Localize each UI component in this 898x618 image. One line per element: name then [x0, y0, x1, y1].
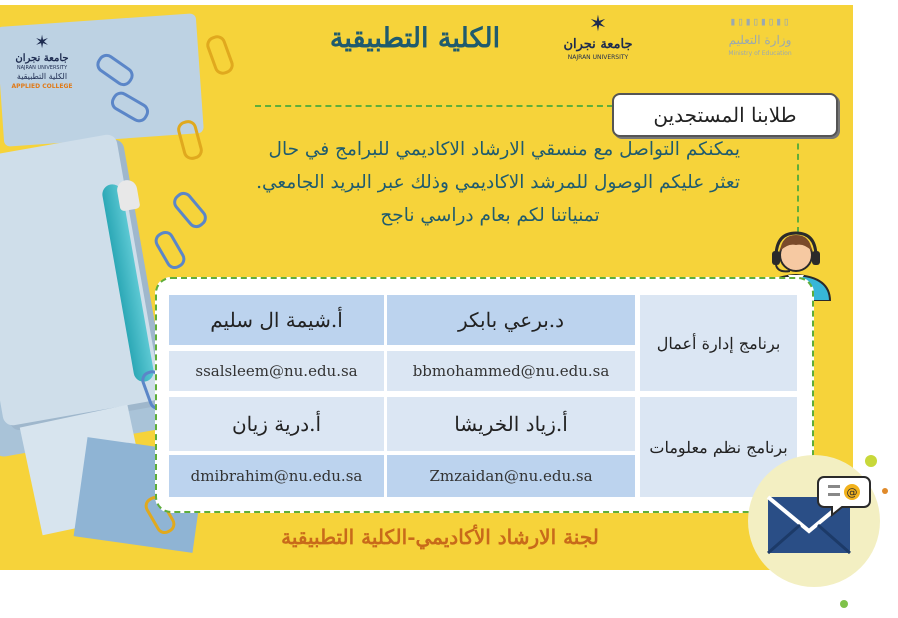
coordinator-email[interactable]: ssalsleem@nu.edu.sa	[169, 351, 384, 391]
coordinator-email[interactable]: Zmzaidan@nu.edu.sa	[387, 455, 635, 497]
applied-college-logo	[6, 33, 78, 117]
moe-emblem-icon: ▮▯▮▯▮▯▮▯	[729, 15, 791, 28]
coordinator-email[interactable]: bbmohammed@nu.edu.sa	[387, 351, 635, 391]
applied-college-logo-ar: جامعة نجران	[15, 53, 69, 64]
applied-college-logo-en: NAJRAN UNIVERSITY	[16, 65, 68, 71]
dashed-connector	[797, 133, 799, 233]
applied-college-logo-en-sub: APPLIED COLLEGE	[11, 83, 73, 90]
coordinator-name: أ.درية زيان	[169, 397, 384, 451]
program-name: برنامج نظم معلومات	[640, 397, 797, 497]
mail-badge	[748, 455, 880, 587]
coordinator-name: د.برعي بابكر	[387, 295, 635, 345]
ministry-of-education-logo	[700, 13, 820, 77]
pen-cap-decoration	[116, 178, 141, 211]
star-emblem-icon: ✶	[588, 12, 608, 37]
applied-college-logo-ar-sub: الكلية التطبيقية	[16, 72, 68, 81]
college-title: الكلية التطبيقية	[329, 23, 501, 54]
najran-logo-en: NAJRAN UNIVERSITY	[567, 54, 629, 61]
program-name: برنامج إدارة أعمال	[640, 295, 797, 391]
coordinators-table	[155, 277, 814, 513]
najran-university-logo	[560, 13, 636, 77]
audience-tag: طلابنا المستجدين	[612, 93, 838, 137]
message-line-3: تمنياتنا لكم بعام دراسي ناجح	[380, 205, 600, 226]
coordinator-name: أ.شيمة ال سليم	[169, 295, 384, 345]
poster	[0, 5, 853, 570]
notebook-decoration	[0, 133, 162, 427]
star-emblem-icon: ✶	[34, 32, 50, 53]
coordinator-name: أ.زياد الخريشا	[387, 397, 635, 451]
message-block	[240, 133, 740, 253]
dashed-divider	[255, 105, 613, 107]
moe-logo-ar: وزارة التعليم	[728, 33, 792, 47]
message-line-2: تعثر عليكم الوصول للمرشد الاكاديمي وذلك عبر البريد الجامعي.	[256, 172, 740, 193]
dot-decoration	[840, 600, 848, 608]
footer-committee: لجنة الارشاد الأكاديمي-الكلية التطبيقية	[281, 525, 599, 549]
moe-logo-en: Ministry of Education	[728, 50, 792, 57]
dot-decoration	[882, 488, 888, 494]
paperclip-icon	[169, 188, 210, 231]
svg-text:@: @	[846, 486, 858, 499]
binder-clip-icon	[204, 33, 236, 77]
najran-logo-ar: جامعة نجران	[563, 37, 633, 52]
message-line-1: يمكنكم التواصل مع منسقي الارشاد الاكاديمي للبرامج في حال	[268, 139, 740, 160]
envelope-icon	[748, 455, 880, 587]
coordinator-email[interactable]: dmibrahim@nu.edu.sa	[169, 455, 384, 497]
paperclip-icon	[151, 228, 188, 273]
